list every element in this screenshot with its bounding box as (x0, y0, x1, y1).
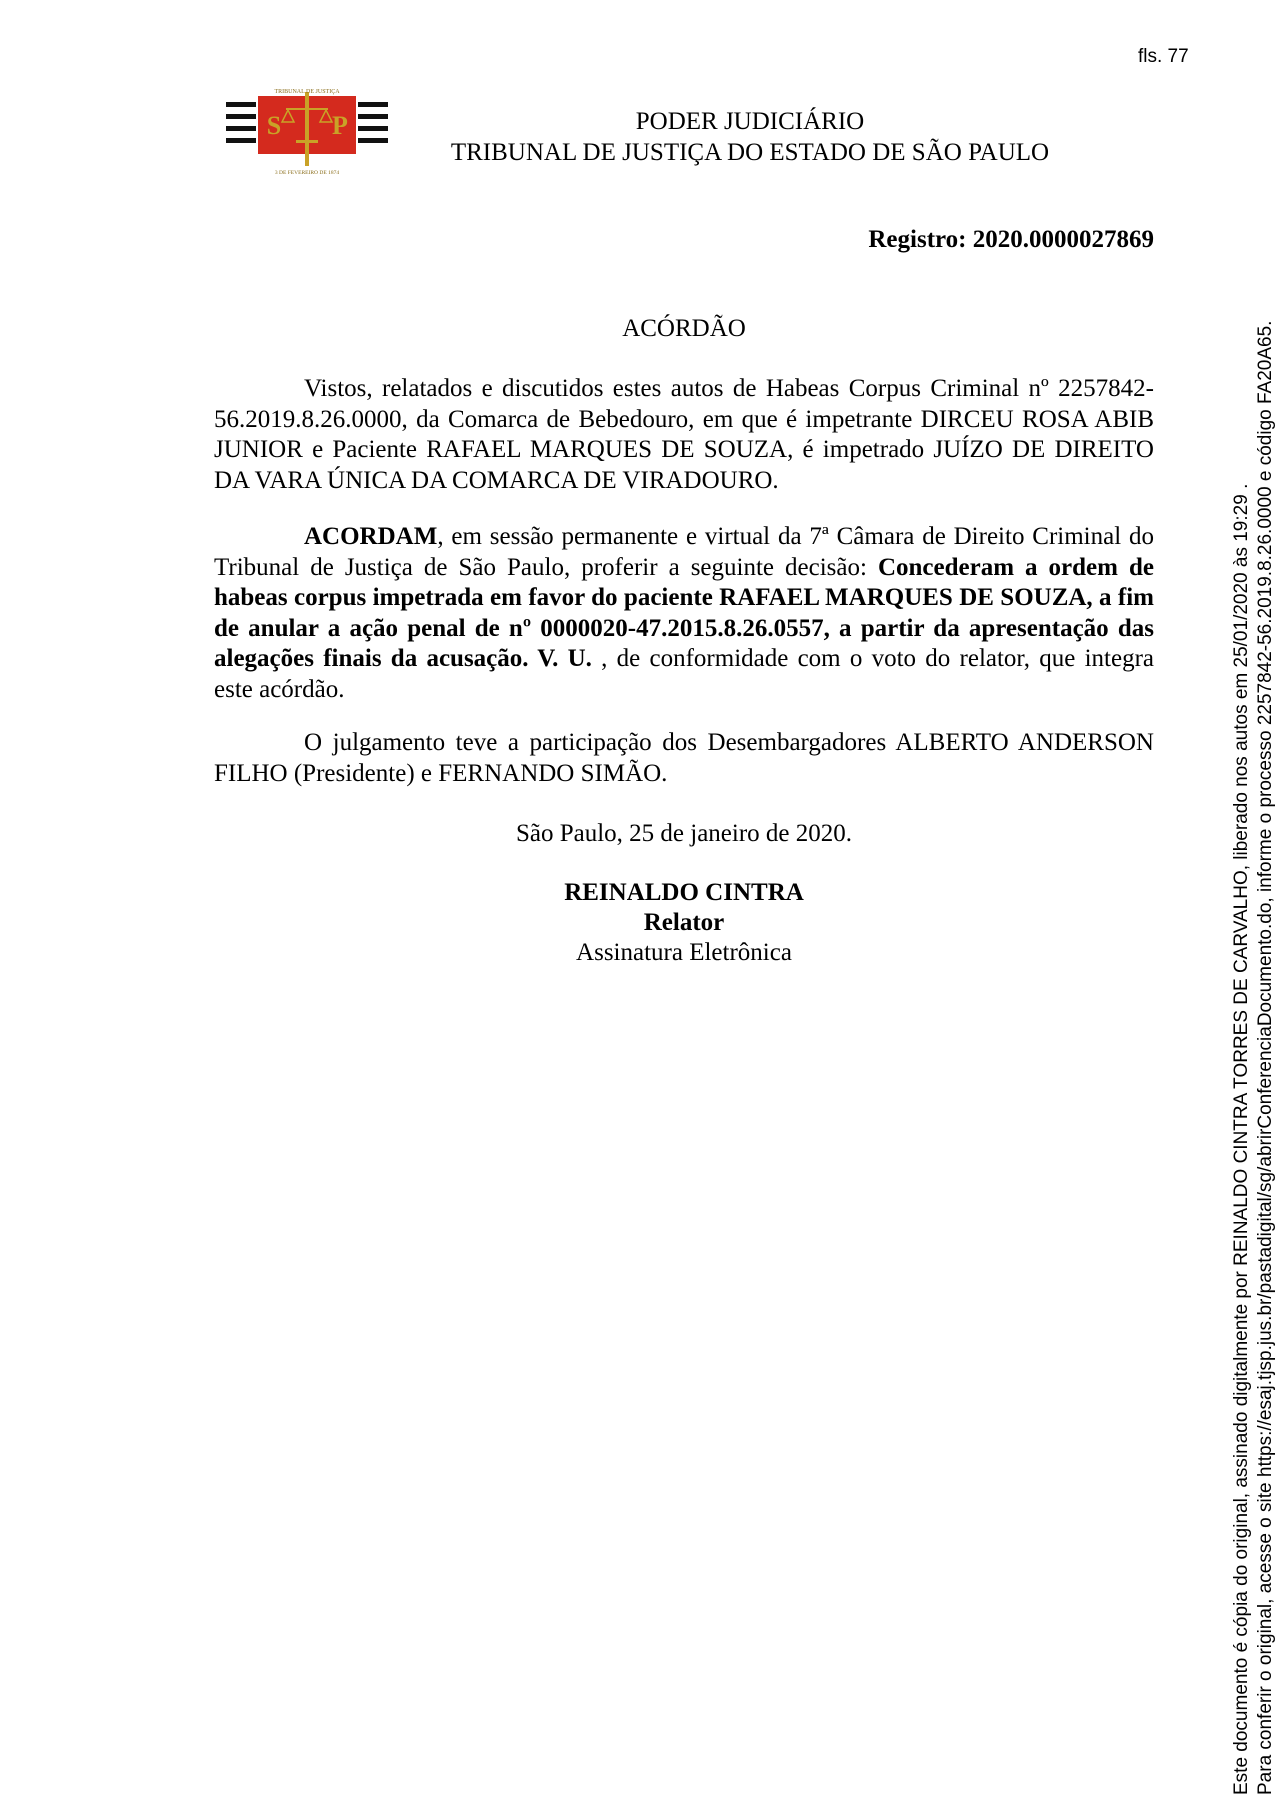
paragraph-julgamento-text: O julgamento teve a participação dos Desembargadores ALBERTO ANDERSON FILHO (Presidente) e FERNANDO SIMÃO. (214, 729, 1154, 787)
paragraph-julgamento (214, 728, 1154, 789)
svg-text:3 DE FEVEREIRO DE 1874: 3 DE FEVEREIRO DE 1874 (274, 170, 340, 176)
document-title: ACÓRDÃO (622, 315, 746, 342)
signer-name: REINALDO CINTRA (564, 879, 804, 906)
tjsp-emblem-icon (226, 88, 388, 178)
paragraph-vistos-text: Vistos, relatados e discutidos estes autos de Habeas Corpus Criminal nº 2257842-56.2019.8.26.0000, da Comarca de Bebedouro, em que é impetrante DIRCEU ROSA ABIB JUNIOR e Paciente RAFAEL MARQUES DE SOUZA, é impetrado JUÍZO DE DIREITO DA VARA ÚNICA DA COMARCA DE VIRADOURO. (214, 375, 1154, 494)
acordam-lead: ACORDAM (304, 523, 438, 550)
paragraph-acordam (214, 522, 1154, 705)
notice-line-2: Para conferir o original, acesse o site https://esaj.tjsp.jus.br/pastadigital/sg/abrirConferenciaDocumento.do, informe o processo 2257842-56.2019.8.26.0000 e código FA20A65. (1255, 320, 1276, 1795)
svg-text:S: S (266, 111, 282, 140)
tjsp-logo (226, 88, 388, 178)
signer-role: Relator (643, 909, 725, 936)
notice-line-1: Este documento é cópia do original, assinado digitalmente por REINALDO CINTRA TORRES DE CARVALHO, liberado nos autos em 25/01/2020 às 19:29 . (1231, 483, 1252, 1795)
acordam-text-1: , em sessão permanente e virtual da 7ª Câmara de Direito Criminal do Tribunal de Justiça de São Paulo, proferir a seguinte decisão: (214, 523, 1154, 581)
registro-number: Registro: 2020.0000027869 (868, 226, 1154, 253)
svg-text:TRIBUNAL DE JUSTIÇA: TRIBUNAL DE JUSTIÇA (274, 89, 340, 95)
header-line-1: PODER JUDICIÁRIO (635, 108, 865, 135)
svg-text:P: P (332, 111, 348, 140)
acordam-text-2: , de conformidade com o voto do relator, que integra este acórdão. (214, 645, 1154, 703)
signature-type: Assinatura Eletrônica (576, 939, 792, 966)
digital-signature-notice (1230, 321, 1278, 1795)
header-line-2: TRIBUNAL DE JUSTIÇA DO ESTADO DE SÃO PAULO (450, 139, 1050, 166)
page-number: fls. 77 (1138, 46, 1189, 67)
acordam-decision: Concederam a ordem de habeas corpus impetrada em favor do paciente RAFAEL MARQUES DE SOUZA, a fim de anular a ação penal de nº 0000020-47.2015.8.26.0557, a partir da apresentação das alegações finais da acusação. V. U. (214, 553, 1154, 672)
paragraph-vistos (214, 374, 1154, 496)
place-date: São Paulo, 25 de janeiro de 2020. (515, 820, 853, 847)
